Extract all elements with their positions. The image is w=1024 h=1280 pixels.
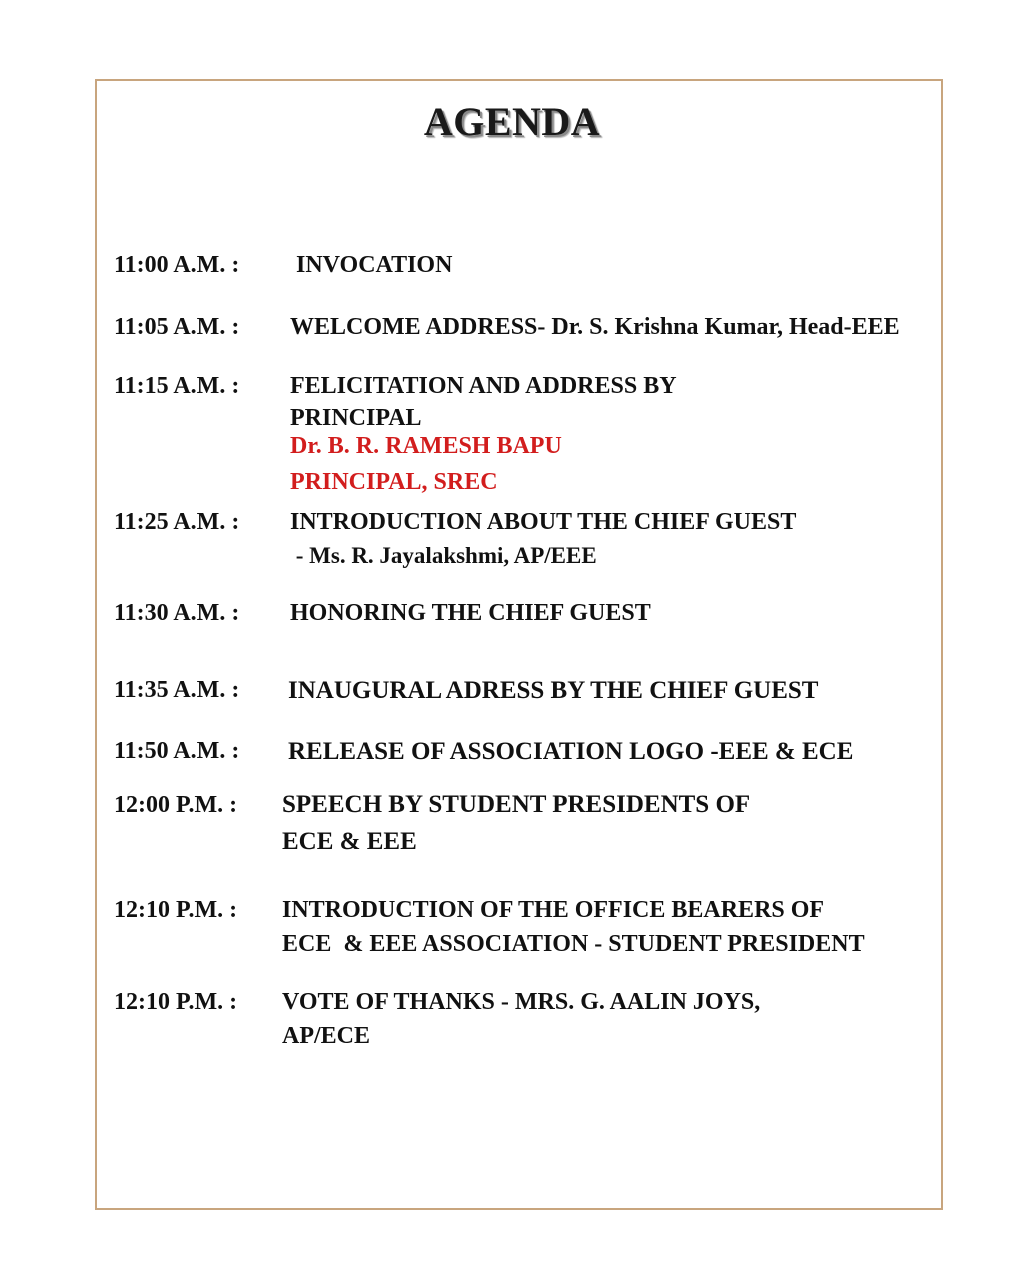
agenda-item-7 bbox=[288, 735, 853, 769]
agenda-item-8-line-1: SPEECH BY STUDENT PRESIDENTS OF bbox=[282, 791, 751, 818]
agenda-item-9 bbox=[282, 893, 865, 961]
agenda-item-5 bbox=[290, 596, 651, 630]
agenda-item-3-line-1: FELICITATION AND ADDRESS BY bbox=[290, 373, 677, 399]
agenda-time-8: 12:00 P.M. : bbox=[114, 792, 238, 818]
agenda-time-3: 11:15 A.M. : bbox=[114, 373, 240, 399]
agenda-item-5-line-1: HONORING THE CHIEF GUEST bbox=[290, 600, 651, 626]
agenda-item-1 bbox=[296, 248, 452, 282]
agenda-title: AGENDA bbox=[423, 99, 601, 144]
agenda-item-6-line-1: INAUGURAL ADRESS BY THE CHIEF GUEST bbox=[288, 677, 819, 704]
agenda-item-8 bbox=[282, 788, 750, 859]
agenda-time-1: 11:00 A.M. : bbox=[114, 252, 240, 278]
agenda-item-4 bbox=[290, 505, 796, 573]
agenda-time-5: 11:30 A.M. : bbox=[114, 600, 240, 626]
agenda-item-3 bbox=[290, 369, 677, 499]
agenda-time-9: 12:10 P.M. : bbox=[114, 897, 238, 923]
agenda-time-7: 11:50 A.M. : bbox=[114, 738, 240, 764]
agenda-time-2: 11:05 A.M. : bbox=[114, 314, 240, 340]
agenda-item-6 bbox=[288, 674, 818, 708]
agenda-time-4: 11:25 A.M. : bbox=[114, 509, 240, 535]
agenda-item-9-line-2: ECE & EEE ASSOCIATION - STUDENT PRESIDENT bbox=[282, 931, 865, 957]
agenda-item-2 bbox=[290, 310, 900, 344]
principal-title: PRINCIPAL, SREC bbox=[290, 469, 498, 495]
agenda-item-4-line-1: INTRODUCTION ABOUT THE CHIEF GUEST bbox=[290, 509, 797, 535]
agenda-time-6: 11:35 A.M. : bbox=[114, 677, 240, 703]
agenda-item-10-line-1: VOTE OF THANKS - MRS. G. AALIN JOYS, bbox=[282, 989, 761, 1015]
agenda-time-10: 12:10 P.M. : bbox=[114, 989, 238, 1015]
agenda-item-8-line-2: ECE & EEE bbox=[282, 828, 417, 855]
agenda-item-7-line-1: RELEASE OF ASSOCIATION LOGO -EEE & ECE bbox=[288, 738, 854, 765]
agenda-item-9-line-1: INTRODUCTION OF THE OFFICE BEARERS OF bbox=[282, 897, 825, 923]
agenda-item-10-line-2: AP/ECE bbox=[282, 1023, 371, 1049]
principal-name: Dr. B. R. RAMESH BAPU bbox=[290, 433, 562, 459]
agenda-item-2-line-1: WELCOME ADDRESS- Dr. S. Krishna Kumar, Head-EEE bbox=[290, 314, 900, 340]
agenda-item-4-line-2: - Ms. R. Jayalakshmi, AP/EEE bbox=[290, 543, 597, 568]
agenda-item-1-line-1: INVOCATION bbox=[296, 252, 453, 278]
agenda-item-3-line-2: PRINCIPAL bbox=[290, 405, 422, 431]
agenda-item-10 bbox=[282, 985, 760, 1053]
